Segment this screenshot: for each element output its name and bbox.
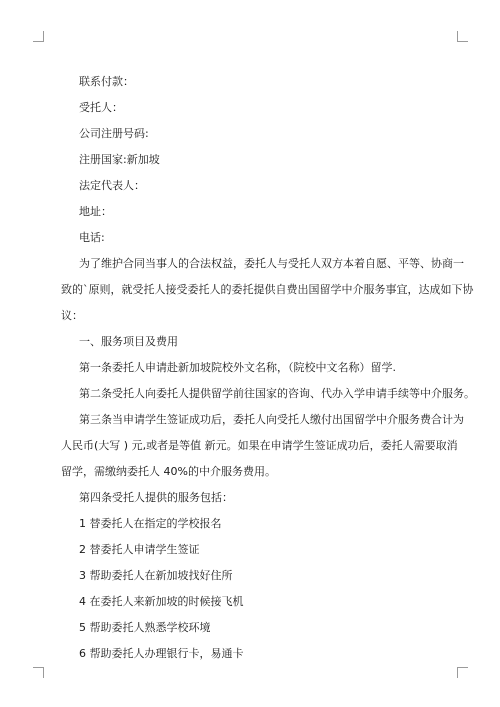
list-item: 2 替委托人申请学生签证 [79,543,200,556]
list-item: 5 帮助委托人熟悉学校环境 [79,621,211,634]
article-3-line: 人民币(大写 ) 元,或者是等值 新元。如果在申请学生签证成功后，委托人需要取消 [61,439,458,452]
list-item: 4 在委托人来新加坡的时候接飞机 [79,595,244,608]
field-legal-representative: 法定代表人： [79,179,145,192]
field-payment-contact: 联系付款： [79,75,134,88]
list-item: 3 帮助委托人在新加坡找好住所 [79,569,233,582]
article-1: 第一条委托人申请赴新加坡院校外文名称，（院校中文名称）留学. [79,361,396,374]
field-reg-country: 注册国家:新加坡 [79,153,160,166]
intro-line: 议： [61,309,83,322]
intro-line: 致的`原则，就受托人接受委托人的委托提供自费出国留学中介服务事宜，达成如下协 [61,283,474,296]
services-list [61,511,445,667]
crop-mark-bottom-right [457,667,468,678]
document-body [61,69,475,667]
list-item: 6 帮助委托人办理银行卡，易通卡 [79,647,244,660]
article-3-line: 第三条当申请学生签证成功后，委托人向受托人缴付出国留学中介服务费合计为 [79,413,464,426]
article-2: 第二条受托人向委托人提供留学前往国家的咨询、代办入学申请手续等中介服务。 [79,387,475,400]
intro-paragraph [61,251,474,329]
crop-mark-top-right [457,31,468,42]
article-3 [61,407,464,485]
field-trustee: 受托人： [79,101,123,114]
field-address: 地址： [79,205,112,218]
crop-mark-top-left [33,31,44,42]
list-item: 1 替委托人在指定的学校报名 [79,517,222,530]
field-phone: 电话: [79,231,105,244]
crop-mark-bottom-left [33,667,44,678]
field-company-reg-number: 公司注册号码: [79,127,149,140]
article-3-line: 留学，需缴纳委托人 40%的中介服务费用。 [61,465,276,478]
intro-line: 为了维护合同当事人的合法权益，委托人与受托人双方本着自愿、平等、协商一 [79,257,464,270]
article-4: 第四条受托人提供的服务包括： [79,491,233,504]
section-title: 一、服务项目及费用 [79,335,178,348]
